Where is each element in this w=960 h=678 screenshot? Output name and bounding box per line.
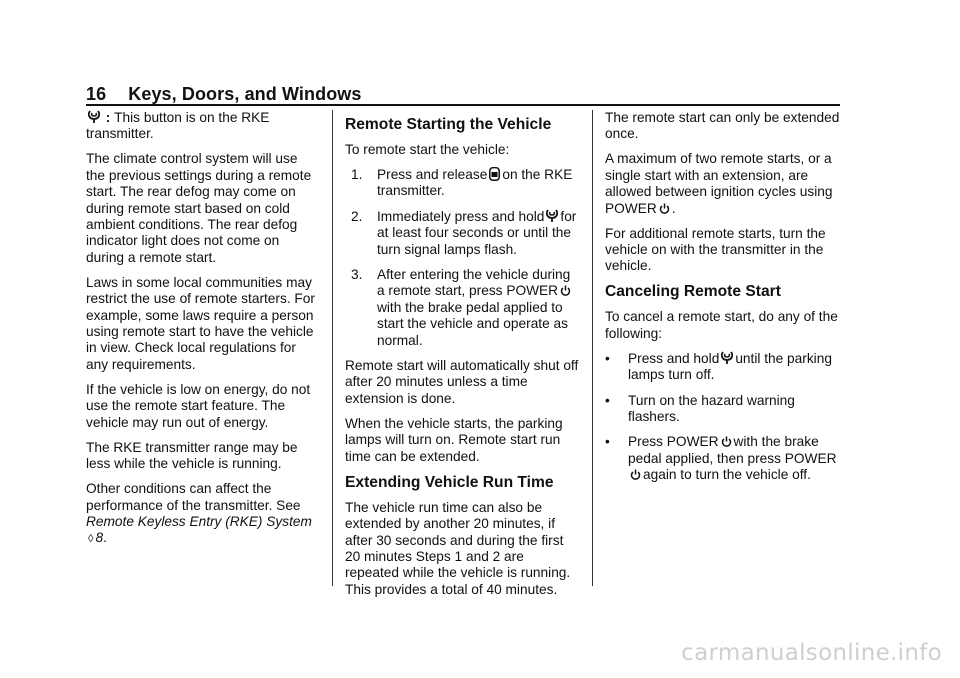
page-header (86, 84, 362, 105)
remote-start-icon (88, 110, 100, 124)
column-1 (86, 110, 318, 556)
laws-paragraph: Laws in some local communities may restrict the use of remote starters. For example, some laws require a person using remote start to have the vehicle in view. Check local regulations for any requirements. (86, 274, 315, 372)
step-item: 3. After entering the vehicle during a remote start, press POWERwith the brake pedal applied to start the vehicle and operate as normal. (351, 267, 571, 348)
heading-remote-starting: Remote Starting the Vehicle (345, 116, 552, 133)
cancel-list (605, 351, 841, 484)
page-number: 16 (86, 84, 107, 104)
heading-canceling: Canceling Remote Start (605, 283, 781, 301)
section-title: Keys, Doors, and Windows (128, 84, 362, 104)
power-icon (560, 285, 571, 297)
steps-list (345, 167, 581, 349)
extended-once-paragraph: The remote start can only be extended once. (605, 110, 840, 142)
column-divider-2 (592, 110, 593, 586)
column-2 (345, 110, 581, 607)
remote-start-button-note: : This button is on the RKE transmitter. (86, 110, 270, 142)
column-3 (605, 110, 841, 493)
power-icon (630, 469, 641, 481)
remote-start-icon (721, 351, 733, 365)
energy-paragraph: If the vehicle is low on energy, do not use the remote start feature. The vehicle may run out of energy. (86, 381, 311, 430)
list-item: • Turn on the hazard warning flashers. (605, 392, 795, 425)
watermark: carmanualsonline.info (681, 640, 942, 666)
extend-paragraph: The vehicle run time can also be extended by another 20 minutes, if after 30 seconds and during the first 20 minutes Steps 1 and 2 are repeated while the vehicle is running. This provides a total of 40 minutes. (345, 499, 571, 597)
range-paragraph: The RKE transmitter range may be less while the vehicle is running. (86, 439, 298, 472)
list-item: • Press and hold until the parking lamps turn off. (605, 350, 832, 383)
rke-system-link[interactable]: Remote Keyless Entry (RKE) System (86, 513, 312, 529)
step-item: 1. Press and release on the RKE transmitter. (351, 167, 573, 199)
starts-paragraph: When the vehicle starts, the parking lamps will turn on. Remote start run time can be extended. (345, 415, 563, 464)
shutoff-paragraph: Remote start will automatically shut off after 20 minutes unless a time extension is done. (345, 358, 579, 406)
header-rule (86, 104, 840, 106)
to-start-paragraph: To remote start the vehicle: (345, 142, 510, 157)
other-conditions-paragraph: Other conditions can affect the performance of the transmitter. See Remote Keyless Entry (RKE) System ◊ 8. (86, 481, 318, 548)
column-divider-1 (332, 110, 333, 586)
power-icon (721, 436, 732, 448)
step-item: 2. Immediately press and hold for at least four seconds or until the turn signal lamps flash. (351, 208, 577, 257)
lock-icon (489, 167, 500, 181)
climate-paragraph: The climate control system will use the previous settings during a remote start. The rear defog may come on during remote start based on cold ambient conditions. The rear defog indicator light does not come on during a remote start. (86, 151, 312, 265)
power-icon (659, 203, 670, 215)
list-item: • Press POWER with the brake pedal applied, then press POWERagain to turn the vehicle off. (605, 434, 837, 483)
remote-start-icon (546, 209, 558, 223)
page-ref-arrow-icon: ◊ (88, 533, 94, 546)
heading-extending: Extending Vehicle Run Time (345, 473, 554, 491)
cancel-paragraph: To cancel a remote start, do any of the following: (605, 309, 838, 341)
max-starts-paragraph: A maximum of two remote starts, or a single start with an extension, are allowed between ignition cycles using POWER . (605, 151, 833, 216)
additional-starts-paragraph: For additional remote starts, turn the vehicle on with the transmitter in the vehicle. (605, 225, 826, 274)
rke-page-ref[interactable]: 8 (95, 530, 104, 546)
